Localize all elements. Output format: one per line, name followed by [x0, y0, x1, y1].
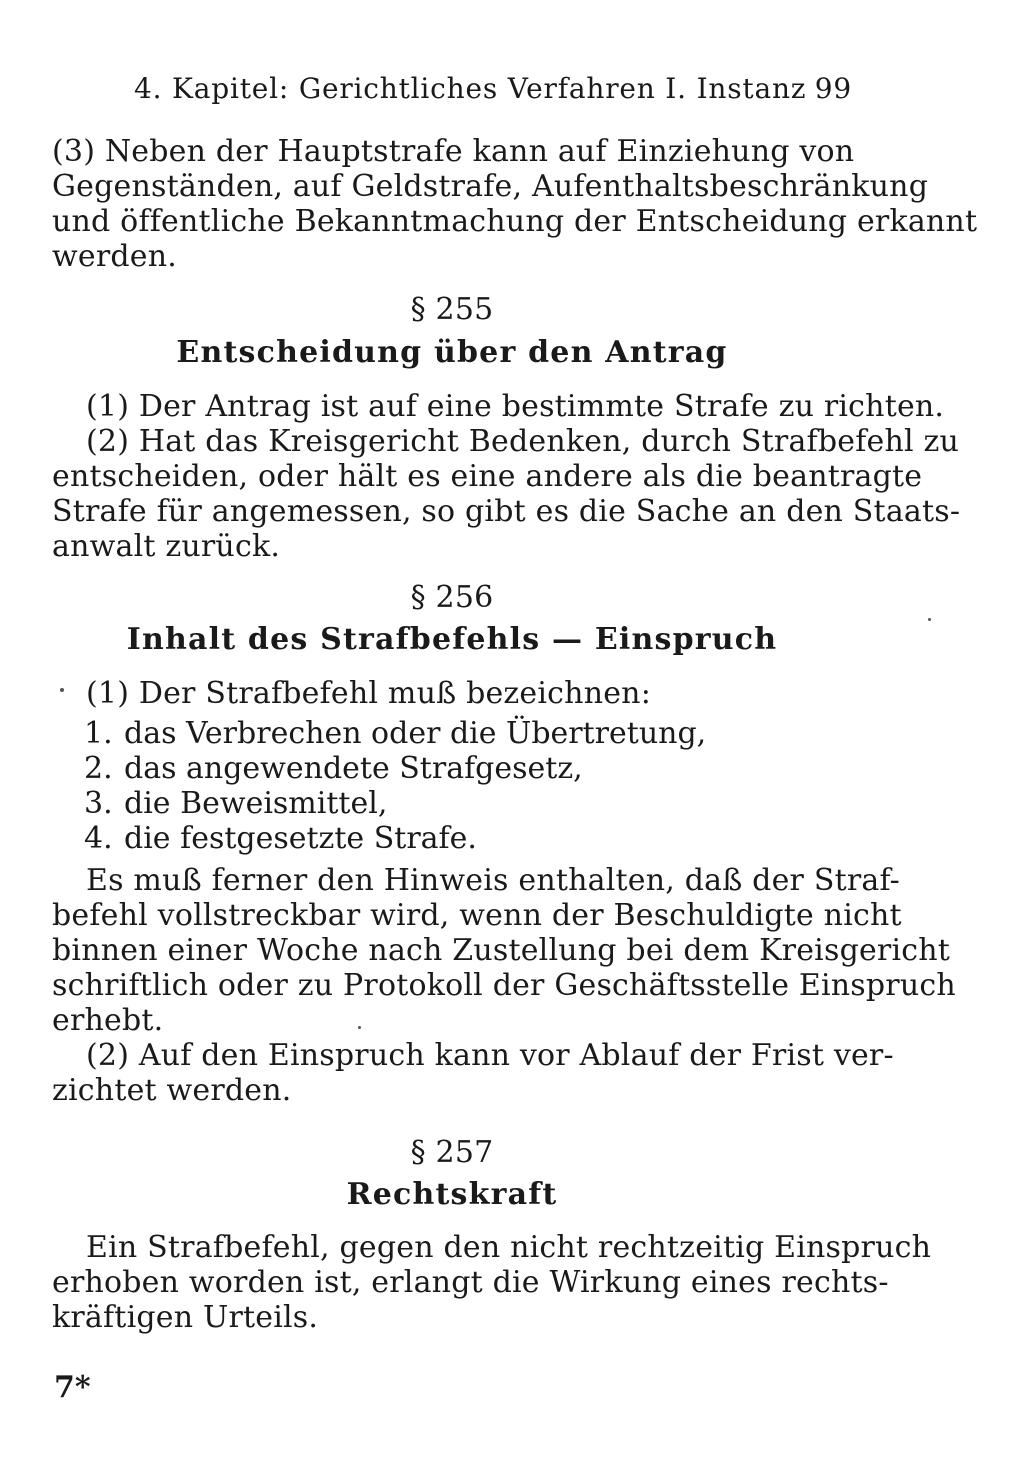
- section-title: Entscheidung über den Antrag: [176, 335, 728, 370]
- list-item: 1. das Verbrechen oder die Übertretung,: [84, 716, 707, 751]
- printer-signature-mark: 7*: [54, 1370, 91, 1405]
- section-number: § 256: [410, 580, 494, 615]
- paragraph-line: werden.: [52, 239, 177, 274]
- paragraph-line: Es muß ferner den Hinweis enthalten, daß der Straf-: [86, 863, 901, 898]
- list-item: 3. die Beweismittel,: [84, 786, 388, 821]
- scan-speck: [928, 618, 931, 621]
- paragraph-line: entscheiden, oder hält es eine andere als die beantragte: [52, 459, 923, 494]
- section-number: § 255: [410, 292, 494, 327]
- scan-speck: [358, 1026, 361, 1029]
- section-title: Inhalt des Strafbefehls — Einspruch: [126, 622, 778, 657]
- paragraph-line: kräftigen Urteils.: [52, 1300, 319, 1335]
- paragraph-line: Gegenständen, auf Geldstrafe, Aufenthaltsbeschränkung: [52, 169, 929, 204]
- paragraph-line: anwalt zurück.: [52, 529, 281, 564]
- page-number: 99: [814, 72, 852, 105]
- paragraph-line: (3) Neben der Hauptstrafe kann auf Einziehung von: [52, 134, 855, 169]
- paragraph-line: binnen einer Woche nach Zustellung bei dem Kreisgericht: [52, 933, 951, 968]
- paragraph-line: befehl vollstreckbar wird, wenn der Beschuldigte nicht: [52, 898, 902, 933]
- paragraph-line: erhebt.: [52, 1003, 164, 1038]
- paragraph-line: erhoben worden ist, erlangt die Wirkung eines rechts-: [52, 1265, 889, 1300]
- paragraph-line: Strafe für angemessen, so gibt es die Sache an den Staats-: [52, 494, 961, 529]
- scan-speck: [60, 688, 64, 692]
- list-item: 4. die festgesetzte Strafe.: [84, 821, 477, 856]
- paragraph-line: zichtet werden.: [52, 1073, 292, 1108]
- paragraph-line: Ein Strafbefehl, gegen den nicht rechtzeitig Einspruch: [86, 1230, 932, 1265]
- section-title: Rechtskraft: [346, 1177, 558, 1212]
- running-header: [134, 72, 852, 106]
- paragraph-line: (2) Hat das Kreisgericht Bedenken, durch Strafbefehl zu: [86, 424, 960, 459]
- paragraph-line: (1) Der Strafbefehl muß bezeichnen:: [86, 676, 652, 711]
- paragraph-line: schriftlich oder zu Protokoll der Geschäftsstelle Einspruch: [52, 968, 956, 1003]
- paragraph-line: und öffentliche Bekanntmachung der Entscheidung erkannt: [52, 204, 978, 239]
- chapter-title: 4. Kapitel: Gerichtliches Verfahren I. Instanz: [134, 72, 807, 105]
- paragraph-line: (1) Der Antrag ist auf eine bestimmte Strafe zu richten.: [86, 389, 945, 424]
- paragraph-line: (2) Auf den Einspruch kann vor Ablauf der Frist ver-: [86, 1038, 894, 1073]
- list-item: 2. das angewendete Strafgesetz,: [84, 751, 583, 786]
- section-number: § 257: [410, 1135, 494, 1170]
